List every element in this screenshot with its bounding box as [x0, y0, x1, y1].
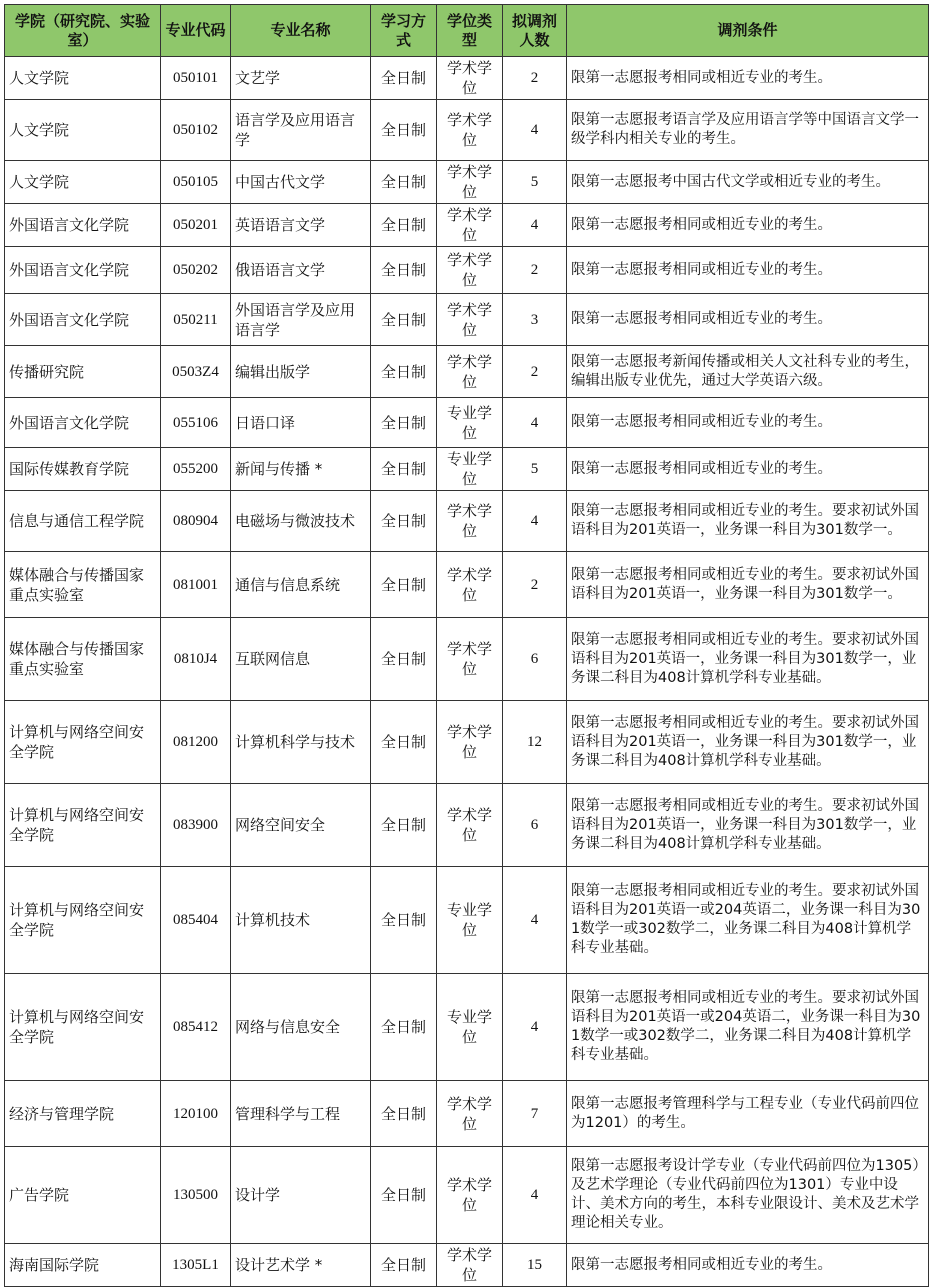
major-cell: 英语语言文学	[231, 204, 371, 247]
table-header-row	[5, 5, 929, 57]
table-row	[5, 1147, 929, 1244]
college-cell: 外国语言文化学院	[5, 247, 161, 294]
table-row	[5, 491, 929, 552]
quota-cell: 4	[503, 1147, 567, 1244]
table-row	[5, 784, 929, 867]
study-mode-cell: 全日制	[371, 398, 437, 448]
table-row	[5, 204, 929, 247]
college-cell: 海南国际学院	[5, 1244, 161, 1287]
header-quota: 拟调剂人数	[503, 5, 567, 57]
college-cell: 经济与管理学院	[5, 1081, 161, 1147]
study-mode-cell: 全日制	[371, 784, 437, 867]
condition-cell: 限第一志愿报考相同或相近专业的考生。要求初试外国语科目为201英语一或204英语二，业务课一科目为301数学一或302数学二，业务课二科目为408计算机学科专业基础。	[567, 867, 929, 974]
college-cell: 计算机与网络空间安全学院	[5, 784, 161, 867]
study-mode-cell: 全日制	[371, 161, 437, 204]
study-mode-cell: 全日制	[371, 701, 437, 784]
major-cell: 俄语语言文学	[231, 247, 371, 294]
code-cell: 1305L1	[161, 1244, 231, 1287]
study-mode-cell: 全日制	[371, 1081, 437, 1147]
degree-type-cell: 学术学位	[437, 491, 503, 552]
major-cell: 外国语言学及应用语言学	[231, 294, 371, 346]
code-cell: 081001	[161, 552, 231, 618]
table-row	[5, 618, 929, 701]
condition-cell: 限第一志愿报考相同或相近专业的考生。	[567, 448, 929, 491]
code-cell: 055200	[161, 448, 231, 491]
study-mode-cell: 全日制	[371, 618, 437, 701]
table-row	[5, 161, 929, 204]
college-cell: 外国语言文化学院	[5, 398, 161, 448]
code-cell: 085412	[161, 974, 231, 1081]
header-major: 专业名称	[231, 5, 371, 57]
condition-cell: 限第一志愿报考相同或相近专业的考生。要求初试外国语科目为201英语一，业务课一科目为301数学一，业务课二科目为408计算机学科专业基础。	[567, 784, 929, 867]
table-row	[5, 448, 929, 491]
degree-type-cell: 专业学位	[437, 867, 503, 974]
table-row	[5, 1244, 929, 1287]
table-row	[5, 867, 929, 974]
adjustment-table	[4, 4, 929, 1287]
header-code: 专业代码	[161, 5, 231, 57]
condition-cell: 限第一志愿报考相同或相近专业的考生。要求初试外国语科目为201英语一或204英语二，业务课一科目为301数学一或302数学二，业务课二科目为408计算机学科专业基础。	[567, 974, 929, 1081]
quota-cell: 15	[503, 1244, 567, 1287]
major-cell: 计算机科学与技术	[231, 701, 371, 784]
study-mode-cell: 全日制	[371, 1244, 437, 1287]
quota-cell: 4	[503, 204, 567, 247]
code-cell: 085404	[161, 867, 231, 974]
code-cell: 050102	[161, 100, 231, 161]
major-cell: 计算机技术	[231, 867, 371, 974]
table-row	[5, 552, 929, 618]
college-cell: 媒体融合与传播国家重点实验室	[5, 618, 161, 701]
major-cell: 语言学及应用语言学	[231, 100, 371, 161]
quota-cell: 7	[503, 1081, 567, 1147]
degree-type-cell: 专业学位	[437, 398, 503, 448]
condition-cell: 限第一志愿报考相同或相近专业的考生。	[567, 57, 929, 100]
table-row	[5, 974, 929, 1081]
major-cell: 通信与信息系统	[231, 552, 371, 618]
quota-cell: 5	[503, 161, 567, 204]
major-cell: 网络空间安全	[231, 784, 371, 867]
major-cell: 日语口译	[231, 398, 371, 448]
condition-cell: 限第一志愿报考相同或相近专业的考生。要求初试外国语科目为201英语一，业务课一科目为301数学一。	[567, 491, 929, 552]
college-cell: 计算机与网络空间安全学院	[5, 701, 161, 784]
major-cell: 中国古代文学	[231, 161, 371, 204]
code-cell: 050201	[161, 204, 231, 247]
college-cell: 计算机与网络空间安全学院	[5, 867, 161, 974]
condition-cell: 限第一志愿报考相同或相近专业的考生。要求初试外国语科目为201英语一，业务课一科目为301数学一，业务课二科目为408计算机学科专业基础。	[567, 701, 929, 784]
study-mode-cell: 全日制	[371, 57, 437, 100]
header-study-mode: 学习方式	[371, 5, 437, 57]
degree-type-cell: 学术学位	[437, 1147, 503, 1244]
quota-cell: 4	[503, 974, 567, 1081]
major-cell: 电磁场与微波技术	[231, 491, 371, 552]
quota-cell: 2	[503, 57, 567, 100]
quota-cell: 3	[503, 294, 567, 346]
study-mode-cell: 全日制	[371, 247, 437, 294]
table-row	[5, 294, 929, 346]
code-cell: 050105	[161, 161, 231, 204]
quota-cell: 2	[503, 247, 567, 294]
table-row	[5, 57, 929, 100]
college-cell: 广告学院	[5, 1147, 161, 1244]
study-mode-cell: 全日制	[371, 448, 437, 491]
header-college: 学院（研究院、实验室）	[5, 5, 161, 57]
degree-type-cell: 专业学位	[437, 974, 503, 1081]
quota-cell: 4	[503, 867, 567, 974]
college-cell: 人文学院	[5, 57, 161, 100]
header-degree-type: 学位类型	[437, 5, 503, 57]
quota-cell: 2	[503, 346, 567, 398]
degree-type-cell: 学术学位	[437, 57, 503, 100]
table-row	[5, 1081, 929, 1147]
condition-cell: 限第一志愿报考相同或相近专业的考生。	[567, 1244, 929, 1287]
code-cell: 083900	[161, 784, 231, 867]
table-row	[5, 701, 929, 784]
college-cell: 外国语言文化学院	[5, 204, 161, 247]
study-mode-cell: 全日制	[371, 100, 437, 161]
study-mode-cell: 全日制	[371, 1147, 437, 1244]
code-cell: 080904	[161, 491, 231, 552]
major-cell: 网络与信息安全	[231, 974, 371, 1081]
college-cell: 媒体融合与传播国家重点实验室	[5, 552, 161, 618]
header-conditions: 调剂条件	[567, 5, 929, 57]
code-cell: 050211	[161, 294, 231, 346]
degree-type-cell: 学术学位	[437, 701, 503, 784]
major-cell: 互联网信息	[231, 618, 371, 701]
condition-cell: 限第一志愿报考相同或相近专业的考生。	[567, 204, 929, 247]
major-cell: 新闻与传播 *	[231, 448, 371, 491]
college-cell: 外国语言文化学院	[5, 294, 161, 346]
code-cell: 050101	[161, 57, 231, 100]
admission-table-container	[4, 4, 929, 1287]
study-mode-cell: 全日制	[371, 552, 437, 618]
major-cell: 设计艺术学 *	[231, 1244, 371, 1287]
major-cell: 编辑出版学	[231, 346, 371, 398]
college-cell: 人文学院	[5, 100, 161, 161]
major-cell: 管理科学与工程	[231, 1081, 371, 1147]
quota-cell: 2	[503, 552, 567, 618]
code-cell: 050202	[161, 247, 231, 294]
study-mode-cell: 全日制	[371, 346, 437, 398]
table-row	[5, 100, 929, 161]
quota-cell: 4	[503, 398, 567, 448]
table-row	[5, 247, 929, 294]
study-mode-cell: 全日制	[371, 867, 437, 974]
code-cell: 055106	[161, 398, 231, 448]
condition-cell: 限第一志愿报考相同或相近专业的考生。	[567, 398, 929, 448]
quota-cell: 6	[503, 618, 567, 701]
college-cell: 信息与通信工程学院	[5, 491, 161, 552]
major-cell: 设计学	[231, 1147, 371, 1244]
condition-cell: 限第一志愿报考相同或相近专业的考生。要求初试外国语科目为201英语一，业务课一科目为301数学一。	[567, 552, 929, 618]
condition-cell: 限第一志愿报考新闻传播或相关人文社科专业的考生，编辑出版专业优先，通过大学英语六级。	[567, 346, 929, 398]
quota-cell: 4	[503, 491, 567, 552]
code-cell: 081200	[161, 701, 231, 784]
quota-cell: 5	[503, 448, 567, 491]
degree-type-cell: 学术学位	[437, 346, 503, 398]
major-cell: 文艺学	[231, 57, 371, 100]
degree-type-cell: 学术学位	[437, 1244, 503, 1287]
condition-cell: 限第一志愿报考相同或相近专业的考生。要求初试外国语科目为201英语一，业务课一科目为301数学一，业务课二科目为408计算机学科专业基础。	[567, 618, 929, 701]
study-mode-cell: 全日制	[371, 491, 437, 552]
degree-type-cell: 学术学位	[437, 618, 503, 701]
code-cell: 0810J4	[161, 618, 231, 701]
degree-type-cell: 学术学位	[437, 1081, 503, 1147]
study-mode-cell: 全日制	[371, 294, 437, 346]
quota-cell: 12	[503, 701, 567, 784]
code-cell: 0503Z4	[161, 346, 231, 398]
condition-cell: 限第一志愿报考中国古代文学或相近专业的考生。	[567, 161, 929, 204]
degree-type-cell: 学术学位	[437, 247, 503, 294]
condition-cell: 限第一志愿报考相同或相近专业的考生。	[567, 294, 929, 346]
table-row	[5, 346, 929, 398]
degree-type-cell: 学术学位	[437, 161, 503, 204]
quota-cell: 6	[503, 784, 567, 867]
degree-type-cell: 学术学位	[437, 552, 503, 618]
quota-cell: 4	[503, 100, 567, 161]
study-mode-cell: 全日制	[371, 204, 437, 247]
college-cell: 计算机与网络空间安全学院	[5, 974, 161, 1081]
degree-type-cell: 学术学位	[437, 100, 503, 161]
college-cell: 人文学院	[5, 161, 161, 204]
study-mode-cell: 全日制	[371, 974, 437, 1081]
degree-type-cell: 学术学位	[437, 294, 503, 346]
college-cell: 国际传媒教育学院	[5, 448, 161, 491]
code-cell: 130500	[161, 1147, 231, 1244]
degree-type-cell: 专业学位	[437, 448, 503, 491]
condition-cell: 限第一志愿报考语言学及应用语言学等中国语言文学一级学科内相关专业的考生。	[567, 100, 929, 161]
condition-cell: 限第一志愿报考相同或相近专业的考生。	[567, 247, 929, 294]
degree-type-cell: 学术学位	[437, 204, 503, 247]
college-cell: 传播研究院	[5, 346, 161, 398]
table-row	[5, 398, 929, 448]
condition-cell: 限第一志愿报考管理科学与工程专业（专业代码前四位为1201）的考生。	[567, 1081, 929, 1147]
code-cell: 120100	[161, 1081, 231, 1147]
condition-cell: 限第一志愿报考设计学专业（专业代码前四位为1305）及艺术学理论（专业代码前四位为1301）专业中设计、美术方向的考生，本科专业限设计、美术及艺术学理论相关专业。	[567, 1147, 929, 1244]
degree-type-cell: 学术学位	[437, 784, 503, 867]
